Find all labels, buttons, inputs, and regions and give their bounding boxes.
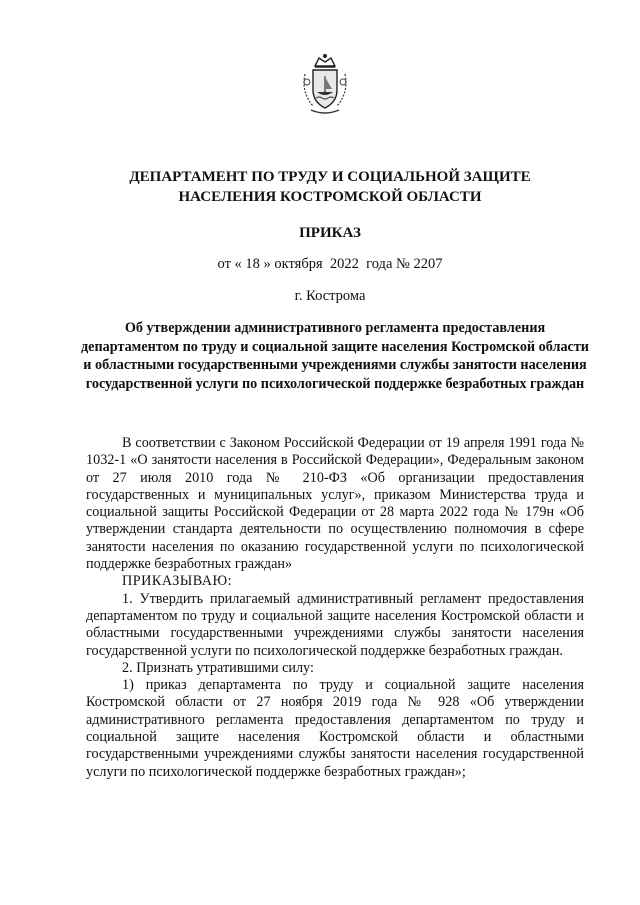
date-number-line: от « 18 » октября 2022 года № 2207 — [217, 256, 443, 272]
item-1-paragraph: 1. Утвердить прилагаемый административный регламент предоставления департаментом по труду и социальной защите населения Костромской области и областными государственными учреждениями службы занятости населения государственной услуги по психологической поддержке безработных граждан. — [86, 590, 584, 659]
department-name — [60, 167, 600, 207]
department-line-2: НАСЕЛЕНИЯ КОСТРОМСКОЙ ОБЛАСТИ — [178, 189, 482, 205]
coat-of-arms-icon — [297, 52, 353, 116]
item-2-paragraph: 2. Признать утратившими силу: — [122, 659, 314, 676]
preamble-paragraph: В соответствии с Законом Российской Федерации от 19 апреля 1991 года № 1032-1 «О занятости населения в Российской Федерации», Федеральным законом от 27 июля 2010 года № 210-ФЗ «Об организации предоставления государственных и муниципальных услуг», приказом Министерства труда и социальной защиты Российской Федерации от 28 марта 2022 года № 179н «Об утверждении стандарта деятельности по осуществлению полномочия в сфере занятости населения по оказанию государственной услуги по психологической поддержке безработных граждан» — [86, 435, 584, 573]
city: г. Кострома — [294, 288, 366, 304]
document-type: ПРИКАЗ — [299, 225, 361, 241]
item-2-1-paragraph: 1) приказ департамента по труду и социальной защите населения Костромской области от 27 ноября 2019 года № 928 «Об утверждении административного регламента предоставления департаментом по труду и социальной защите населения Костромской области и областными государственными учреждениями службы занятости населения государственной услуги по психологической поддержке безработных граждан»; — [86, 677, 584, 780]
order-subject: Об утверждении административного регламента предоставления департаментом по труду и социальной защите населения Костромской области и областными государственными учреждениями службы занятости населения государственной услуги по психологической поддержке безработных граждан — [81, 320, 589, 392]
command-word: ПРИКАЗЫВАЮ: — [122, 573, 233, 590]
order-body — [86, 435, 584, 781]
department-line-1: ДЕПАРТАМЕНТ ПО ТРУДУ И СОЦИАЛЬНОЙ ЗАЩИТЕ — [129, 169, 531, 185]
